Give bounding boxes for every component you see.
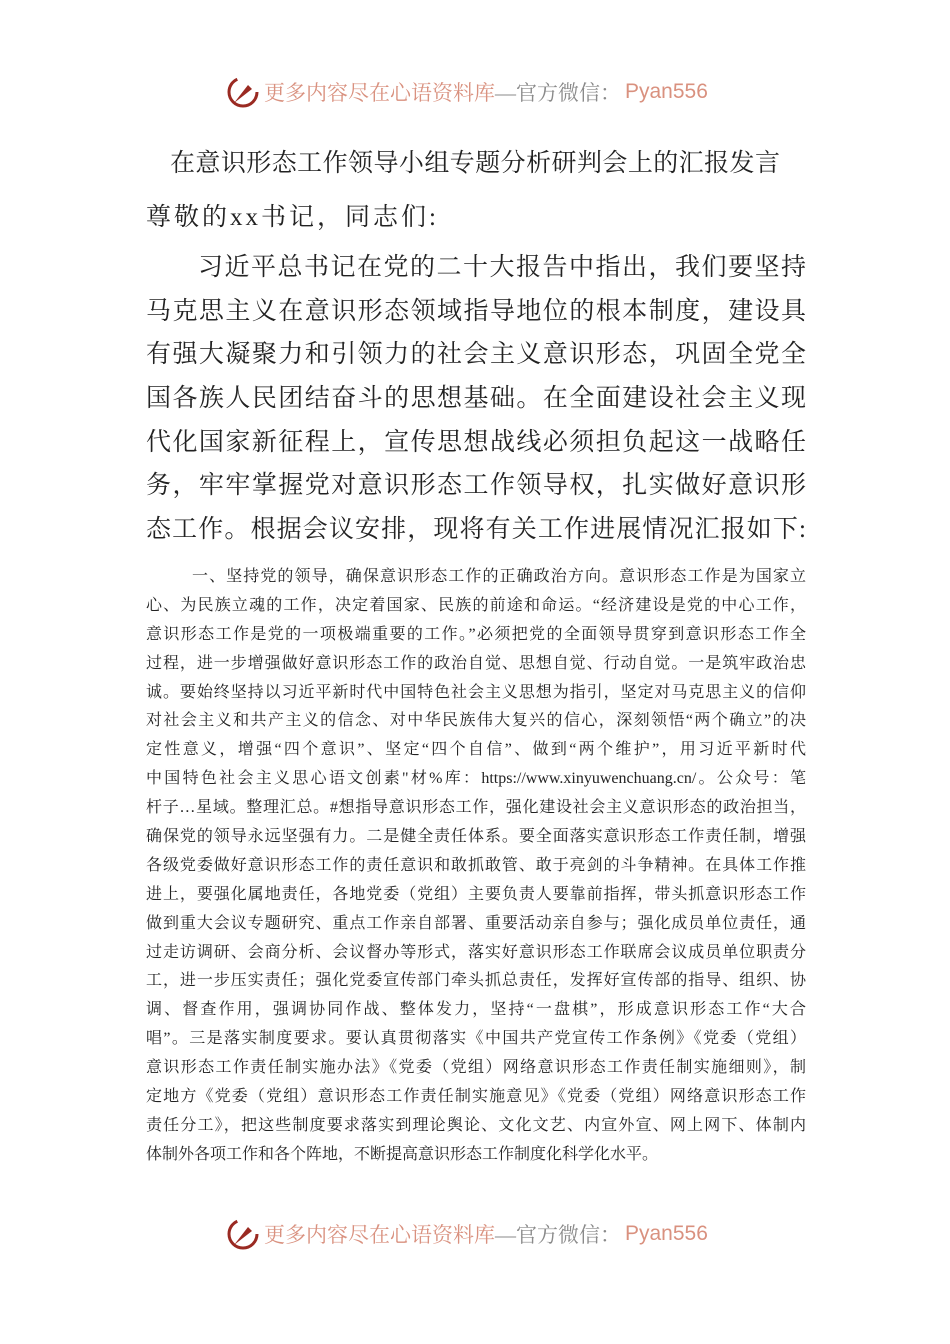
- text-line: 体制外各项工作和各个阵地，不断提高意识形态工作制度化科学化水平。: [146, 1145, 659, 1163]
- watermark-wechat-id: Pyan556: [625, 80, 708, 103]
- body-paragraph: [146, 565, 806, 1172]
- text-line: 调、督查作用，强调协同作战、整体发力，坚持“一盘棋”，形成意识形态工作“大合: [146, 1001, 806, 1019]
- text-line: 马克思主义在意识形态领域指导地位的根本制度，建设具: [146, 297, 806, 325]
- text-line: 意识形态工作责任制实施办法》《党委（党组）网络意识形态工作责任制实施细则》，制: [146, 1059, 806, 1077]
- text-line: 对社会主义和共产主义的信念、对中华民族伟大复兴的信心，深刻领悟“两个确立”的决: [146, 712, 806, 730]
- text-line: 工，进一步压实责任；强化党委宣传部门牵头抓总责任，发挥好宣传部的指导、组织、协: [146, 972, 806, 990]
- text-line: 代化国家新征程上，宣传思想战线必须担负起这一战略任: [146, 428, 806, 456]
- text-line: 定地方《党委（党组）意识形态工作责任制实施意见》《党委（党组）网络意识形态工作: [146, 1088, 806, 1106]
- text-line: 习近平总书记在党的二十大报告中指出，我们要坚持: [198, 254, 806, 281]
- watermark-wechat-label: —官方微信：: [495, 1223, 621, 1247]
- document-title: 在意识形态工作领导小组专题分析研判会上的汇报发言: [170, 150, 780, 177]
- text-line: 一、坚持党的领导，确保意识形态工作的正确政治方向。意识形态工作是为国家立: [192, 568, 806, 585]
- footer-watermark: [226, 1214, 708, 1254]
- text-line: 诚。要始终坚持以习近平新时代中国特色社会主义思想为指引，坚定对马克思主义的信仰: [146, 683, 806, 701]
- header-watermark: [226, 72, 708, 112]
- text-line: 意识形态工作是党的一项极端重要的工作。”必须把党的全面领导贯穿到意识形态工作全: [146, 625, 806, 643]
- quill-logo-icon: [226, 75, 260, 109]
- intro-paragraph: [146, 250, 806, 556]
- text-line: 唱”。三是落实制度要求。要认真贯彻落实《中国共产党宣传工作条例》《党委（党组）: [146, 1030, 806, 1048]
- text-line: 心、为民族立魂的工作，决定着国家、民族的前途和命运。“经济建设是党的中心工作，: [146, 596, 806, 614]
- text-line: 确保党的领导永远坚强有力。二是健全责任体系。要全面落实意识形态工作责任制，增强: [146, 828, 806, 846]
- text-line: 杆子…星域。整理汇总。#想指导意识形态工作，强化建设社会主义意识形态的政治担当，: [146, 799, 806, 817]
- watermark-wechat-label: —官方微信：: [495, 81, 621, 105]
- text-line: 务，牢牢掌握党对意识形态工作领导权，扎实做好意识形: [146, 472, 806, 500]
- text-line: 定性意义，增强“四个意识”、坚定“四个自信”、做到“两个维护”，用习近平新时代: [146, 741, 806, 759]
- text-line: 中国特色社会主义思心语文创素"材%库：https://www.xinyuwenchuang.cn/。公众号：笔: [146, 770, 806, 788]
- text-line: 各级党委做好意识形态工作的责任意识和敢抓敢管、敢于亮剑的斗争精神。在具体工作推: [146, 856, 806, 874]
- text-line: 过走访调研、会商分析、会议督办等形式，落实好意识形态工作联席会议成员单位职责分: [146, 943, 806, 961]
- watermark-wechat-id: Pyan556: [625, 1222, 708, 1245]
- text-line: 过程，进一步增强做好意识形态工作的政治自觉、思想自觉、行动自觉。一是筑牢政治忠: [146, 654, 806, 672]
- text-line: 有强大凝聚力和引领力的社会主义意识形态，巩固全党全: [146, 341, 806, 369]
- salutation: 尊敬的xx书记，同志们:: [146, 204, 439, 231]
- watermark-text: 更多内容尽在心语资料库: [264, 81, 495, 105]
- text-line: 进上，要强化属地责任，各地党委（党组）主要负责人要靠前指挥，带头抓意识形态工作: [146, 885, 806, 903]
- watermark-text: 更多内容尽在心语资料库: [264, 1223, 495, 1247]
- quill-logo-icon: [226, 1217, 260, 1251]
- text-line: 态工作。根据会议安排，现将有关工作进展情况汇报如下:: [146, 516, 806, 544]
- text-line: 责任分工》，把这些制度要求落实到理论舆论、文化文艺、内宣外宣、网上网下、体制内: [146, 1116, 806, 1134]
- text-line: 国各族人民团结奋斗的思想基础。在全面建设社会主义现: [146, 385, 806, 413]
- text-line: 做到重大会议专题研究、重点工作亲自部署、重要活动亲自参与；强化成员单位责任，通: [146, 914, 806, 932]
